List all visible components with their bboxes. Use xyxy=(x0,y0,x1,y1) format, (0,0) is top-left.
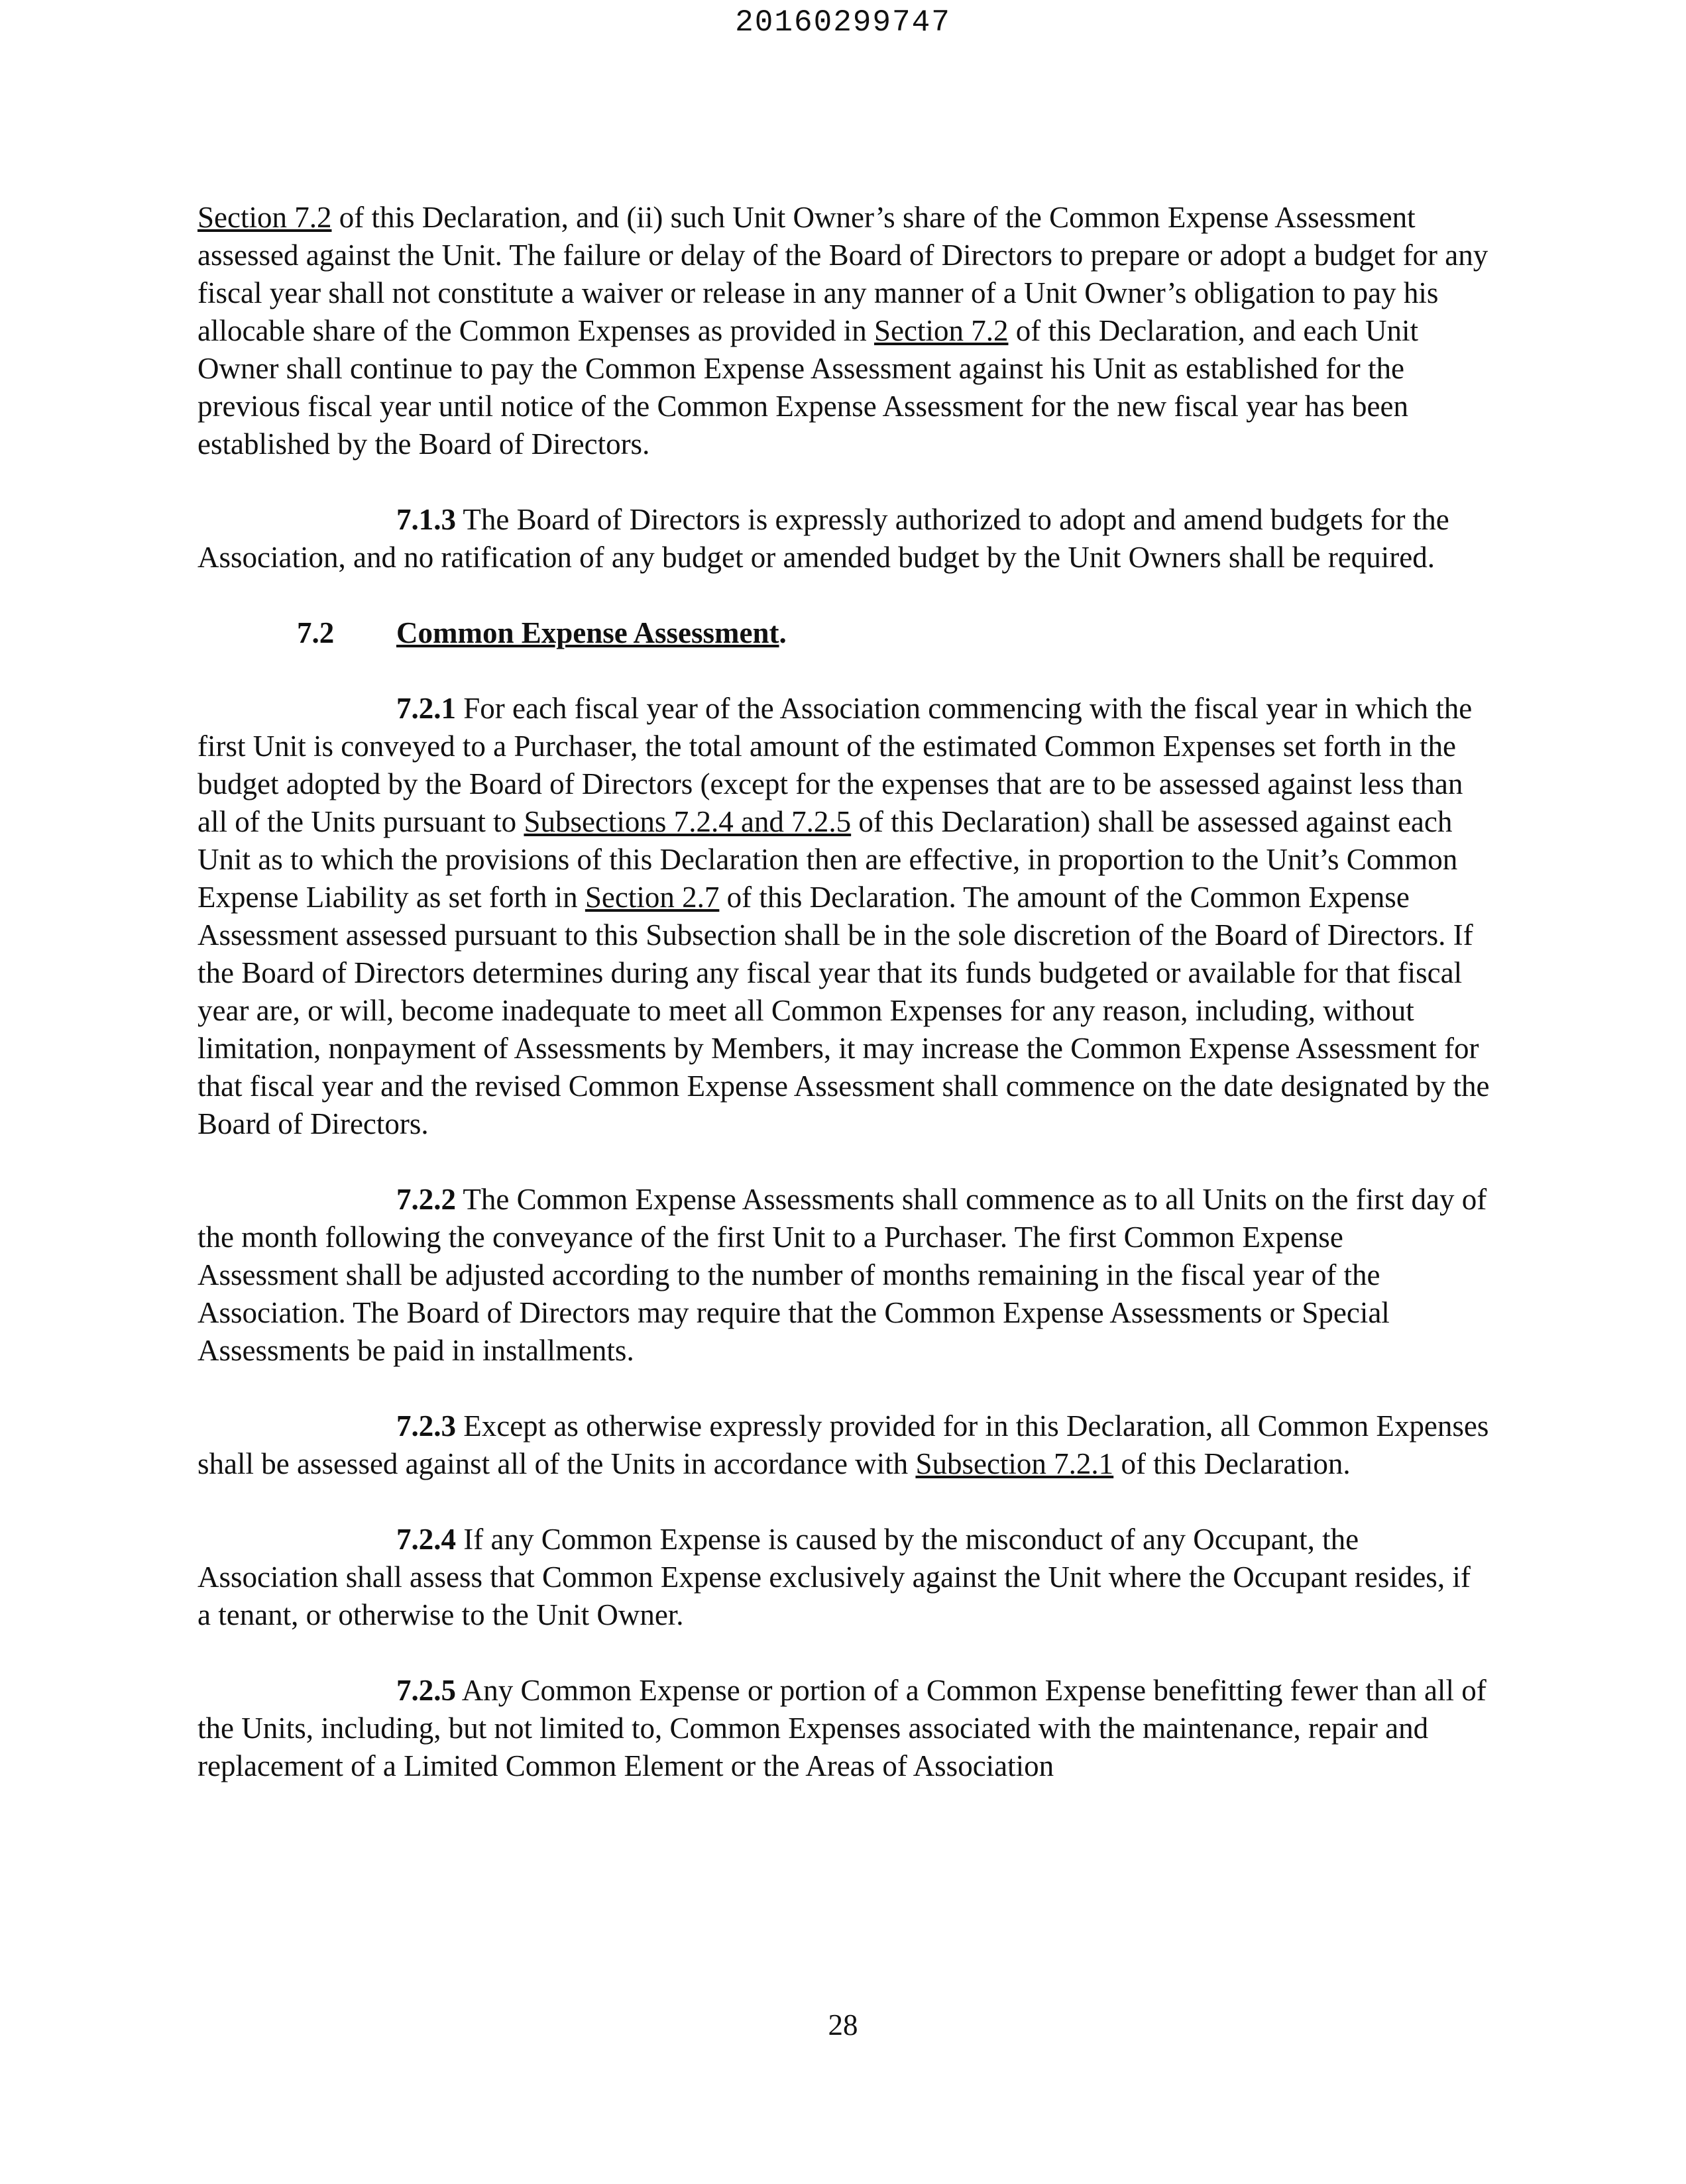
section-reference: Subsection 7.2.1 xyxy=(915,1447,1114,1480)
page-number: 28 xyxy=(828,2008,858,2042)
paragraph-text: of this Declaration, and each Unit Owner shall continue to pay the Common Expense Assessment against his Unit as established for the previous fiscal year until notice of the Common Expense Assessment for the new fiscal year has been established by the Board of Directors. xyxy=(197,314,1418,461)
paragraph-continuation xyxy=(197,199,1490,463)
section-reference: Section 7.2 xyxy=(197,201,332,234)
section-number: 7.2 xyxy=(297,616,335,649)
subsection-7-2-5 xyxy=(197,1672,1490,1785)
subsection-number: 7.2.4 xyxy=(396,1523,456,1556)
paragraph-text: If any Common Expense is caused by the misconduct of any Occupant, the Association shall assess that Common Expense exclusively against the Unit where the Occupant resides, if a tenant, or otherwise to the Unit Owner. xyxy=(197,1523,1471,1631)
subsection-number: 7.2.2 xyxy=(396,1183,456,1216)
document-number: 20160299747 xyxy=(735,5,951,40)
paragraph-text: The Common Expense Assessments shall commence as to all Units on the first day of the month following the conveyance of the first Unit to a Purchaser. The first Common Expense Assessment shall be adjusted according to the number of months remaining in the fiscal year of the Association. The Board of Directors may require that the Common Expense Assessments or Special Assessments be paid in installments. xyxy=(197,1183,1487,1367)
subsection-number: 7.2.5 xyxy=(396,1674,456,1707)
paragraph-text: Except as otherwise expressly provided for in this Declaration, all Common Expenses shall be assessed against all of the Units in accordance with xyxy=(197,1409,1489,1480)
subsection-7-2-2 xyxy=(197,1181,1490,1370)
section-reference: Subsections 7.2.4 and 7.2.5 xyxy=(524,805,852,838)
paragraph-text: of this Declaration) shall be assessed against each Unit as to which the provisions of this Declaration then are effective, in proportion to the Unit’s Common Expense Liability as set forth in xyxy=(197,805,1458,914)
section-reference: Section 7.2 xyxy=(873,314,1009,347)
paragraph-text: of this Declaration, and (ii) such Unit Owner’s share of the Common Expense Assessment assessed against the Unit. The failure or delay of the Board of Directors to prepare or adopt a budget for any fiscal year shall not constitute a waiver or release in any manner of a Unit Owner’s obligation to pay his allocable share of the Common Expenses as provided in xyxy=(197,201,1489,347)
section-title-period: . xyxy=(779,616,787,649)
subsection-number: 7.2.1 xyxy=(396,692,456,725)
paragraph-text: of this Declaration. xyxy=(1113,1447,1351,1480)
document-body xyxy=(197,199,1490,1785)
subsection-7-2-3 xyxy=(197,1407,1490,1483)
subsection-number: 7.1.3 xyxy=(396,503,456,536)
paragraph-text: Any Common Expense or portion of a Common Expense benefitting fewer than all of the Units, including, but not limited to, Common Expenses associated with the maintenance, repair and replacement of a Limited Common Element or the Areas of Association xyxy=(197,1674,1487,1782)
subsection-7-2-4 xyxy=(197,1521,1490,1634)
section-title: Common Expense Assessment xyxy=(396,616,779,649)
paragraph-text: The Board of Directors is expressly authorized to adopt and amend budgets for the Association, and no ratification of any budget or amended budget by the Unit Owners shall be required. xyxy=(197,503,1449,574)
paragraph-text: For each fiscal year of the Association commencing with the fiscal year in which the first Unit is conveyed to a Purchaser, the total amount of the estimated Common Expenses set forth in the budget adopted by the Board of Directors (except for the expenses that are to be assessed against less than all of the Units pursuant to xyxy=(197,692,1473,838)
section-heading-7-2 xyxy=(197,614,1490,652)
subsection-number: 7.2.3 xyxy=(396,1409,456,1443)
paragraph-text: of this Declaration. The amount of the Common Expense Assessment assessed pursuant to this Subsection shall be in the sole discretion of the Board of Directors. If the Board of Directors determines during any fiscal year that its funds budgeted or available for that fiscal year are, or will, become inadequate to meet all Common Expenses for any reason, including, without limitation, nonpayment of Assessments by Members, it may increase the Common Expense Assessment for that fiscal year and the revised Common Expense Assessment shall commence on the date designated by the Board of Directors. xyxy=(197,881,1490,1140)
section-reference: Section 2.7 xyxy=(585,881,720,914)
subsection-7-2-1 xyxy=(197,690,1490,1143)
subsection-7-1-3 xyxy=(197,501,1490,576)
